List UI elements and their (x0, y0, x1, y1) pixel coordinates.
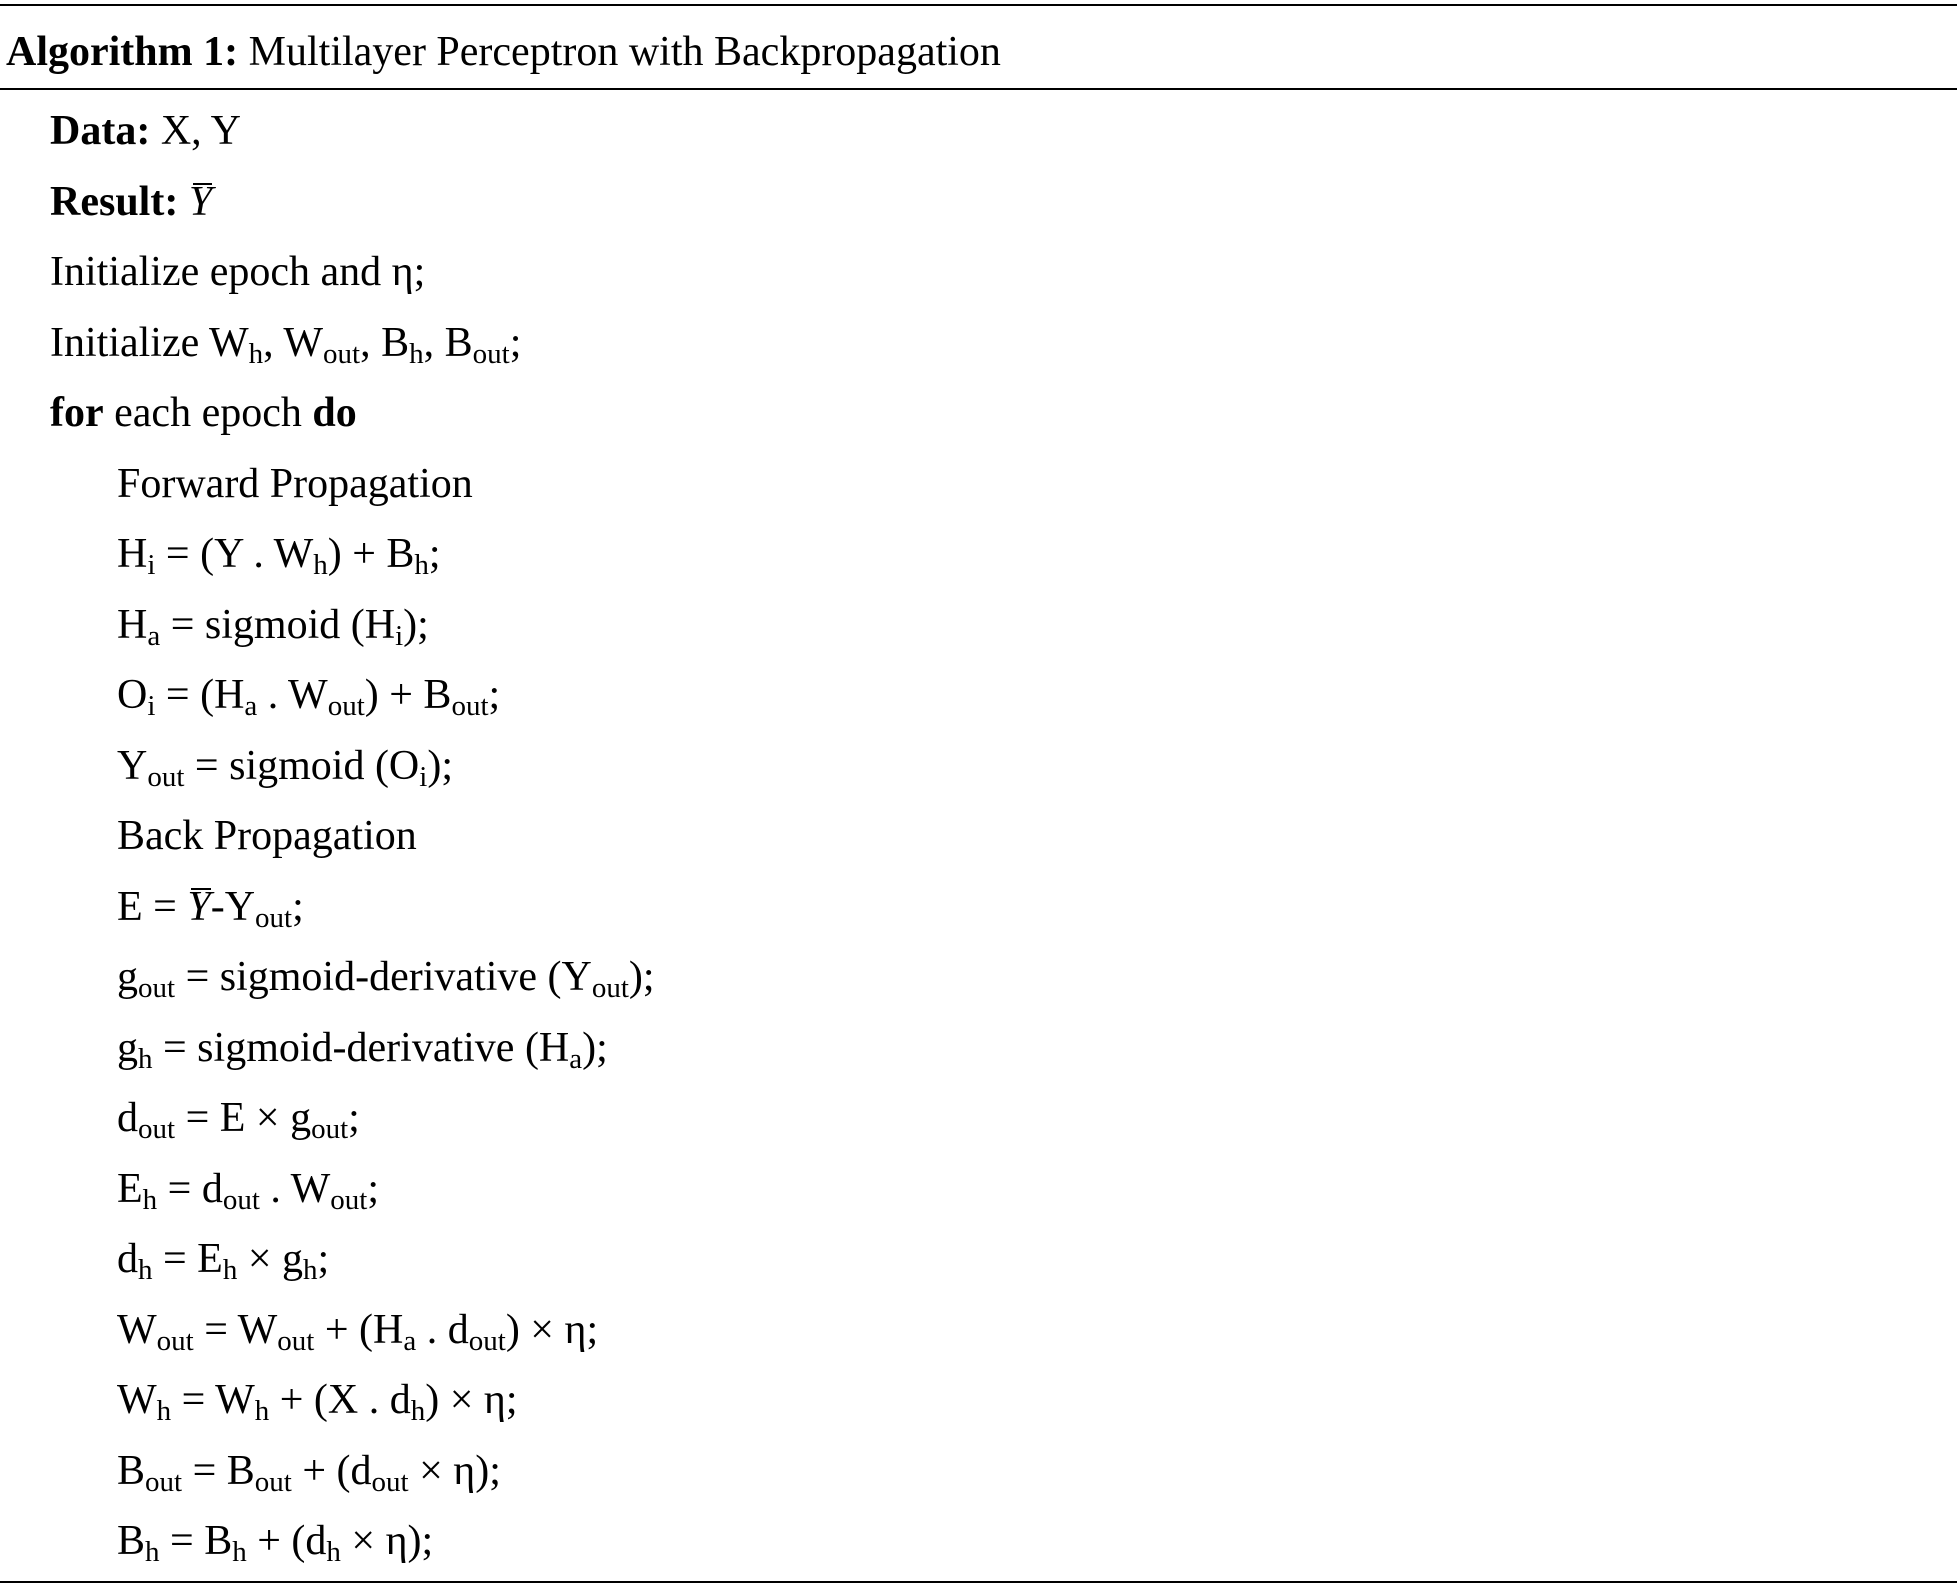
algorithm-title (6, 22, 1001, 82)
bh-update-line: $B_h = B_h + (d_h \times \eta)$; (117, 1518, 434, 1568)
top-rule (0, 4, 1957, 6)
gout-line: $g_{out}$ = sigmoid-derivative $(Y_{out})$; (117, 954, 655, 1004)
ha-line: $H_a$ = sigmoid $(H_i)$; (117, 601, 429, 652)
dh-line: $d_h = E_h \times g_h$; (117, 1236, 330, 1286)
bout-update-line: $B_{out} = B_{out} + (d_{out} \times \eta)$; (117, 1447, 501, 1498)
forward-heading: Forward Propagation (117, 460, 473, 507)
back-heading: Back Propagation (117, 813, 417, 859)
error-line: $E = Y-Y_{out}$; (0, 872, 1957, 943)
yout-line: $Y_{out}$ = sigmoid $(O_i)$; (117, 742, 453, 793)
wout-update-line: $W_{out} = W_{out} + (H_a$ . $d_{out}) \times \eta$; (117, 1306, 599, 1357)
title-rule (0, 88, 1957, 90)
gh-line: $g_h$ = sigmoid-derivative $(H_a)$; (117, 1024, 608, 1075)
init-epoch-line: Initialize epoch and η; (50, 249, 426, 295)
dout-line: $d_{out} = E \times g_{out}$; (117, 1095, 360, 1145)
for-loop-line: for each epoch do (50, 390, 357, 436)
bottom-rule (0, 1581, 1957, 1583)
y-bar-symbol: Y (189, 167, 212, 238)
algorithm-name: Multilayer Perceptron with Backpropagation (248, 29, 1001, 75)
algorithm-label: Algorithm 1: (6, 29, 239, 75)
data-line: Data: X, Y (50, 108, 241, 154)
oi-line: $O_i = (H_a$ . $W_{out}) + B_{out}$; (117, 672, 501, 722)
result-line: Result: Y (0, 167, 1957, 238)
init-weights-line: Initialize $W_h$, $W_{out}$, $B_h$, $B_{out}$; (50, 319, 522, 370)
wh-update-line: $W_h = W_h + (X$ . $d_h) \times \eta$; (117, 1377, 518, 1427)
hi-line: $H_i = (Y$ . $W_h) + B_h$; (117, 531, 441, 581)
y-bar-symbol: Y (187, 872, 210, 943)
eh-line: $E_h = d_{out}$ . $W_{out}$; (117, 1165, 380, 1216)
algorithm-body (0, 96, 1957, 1577)
